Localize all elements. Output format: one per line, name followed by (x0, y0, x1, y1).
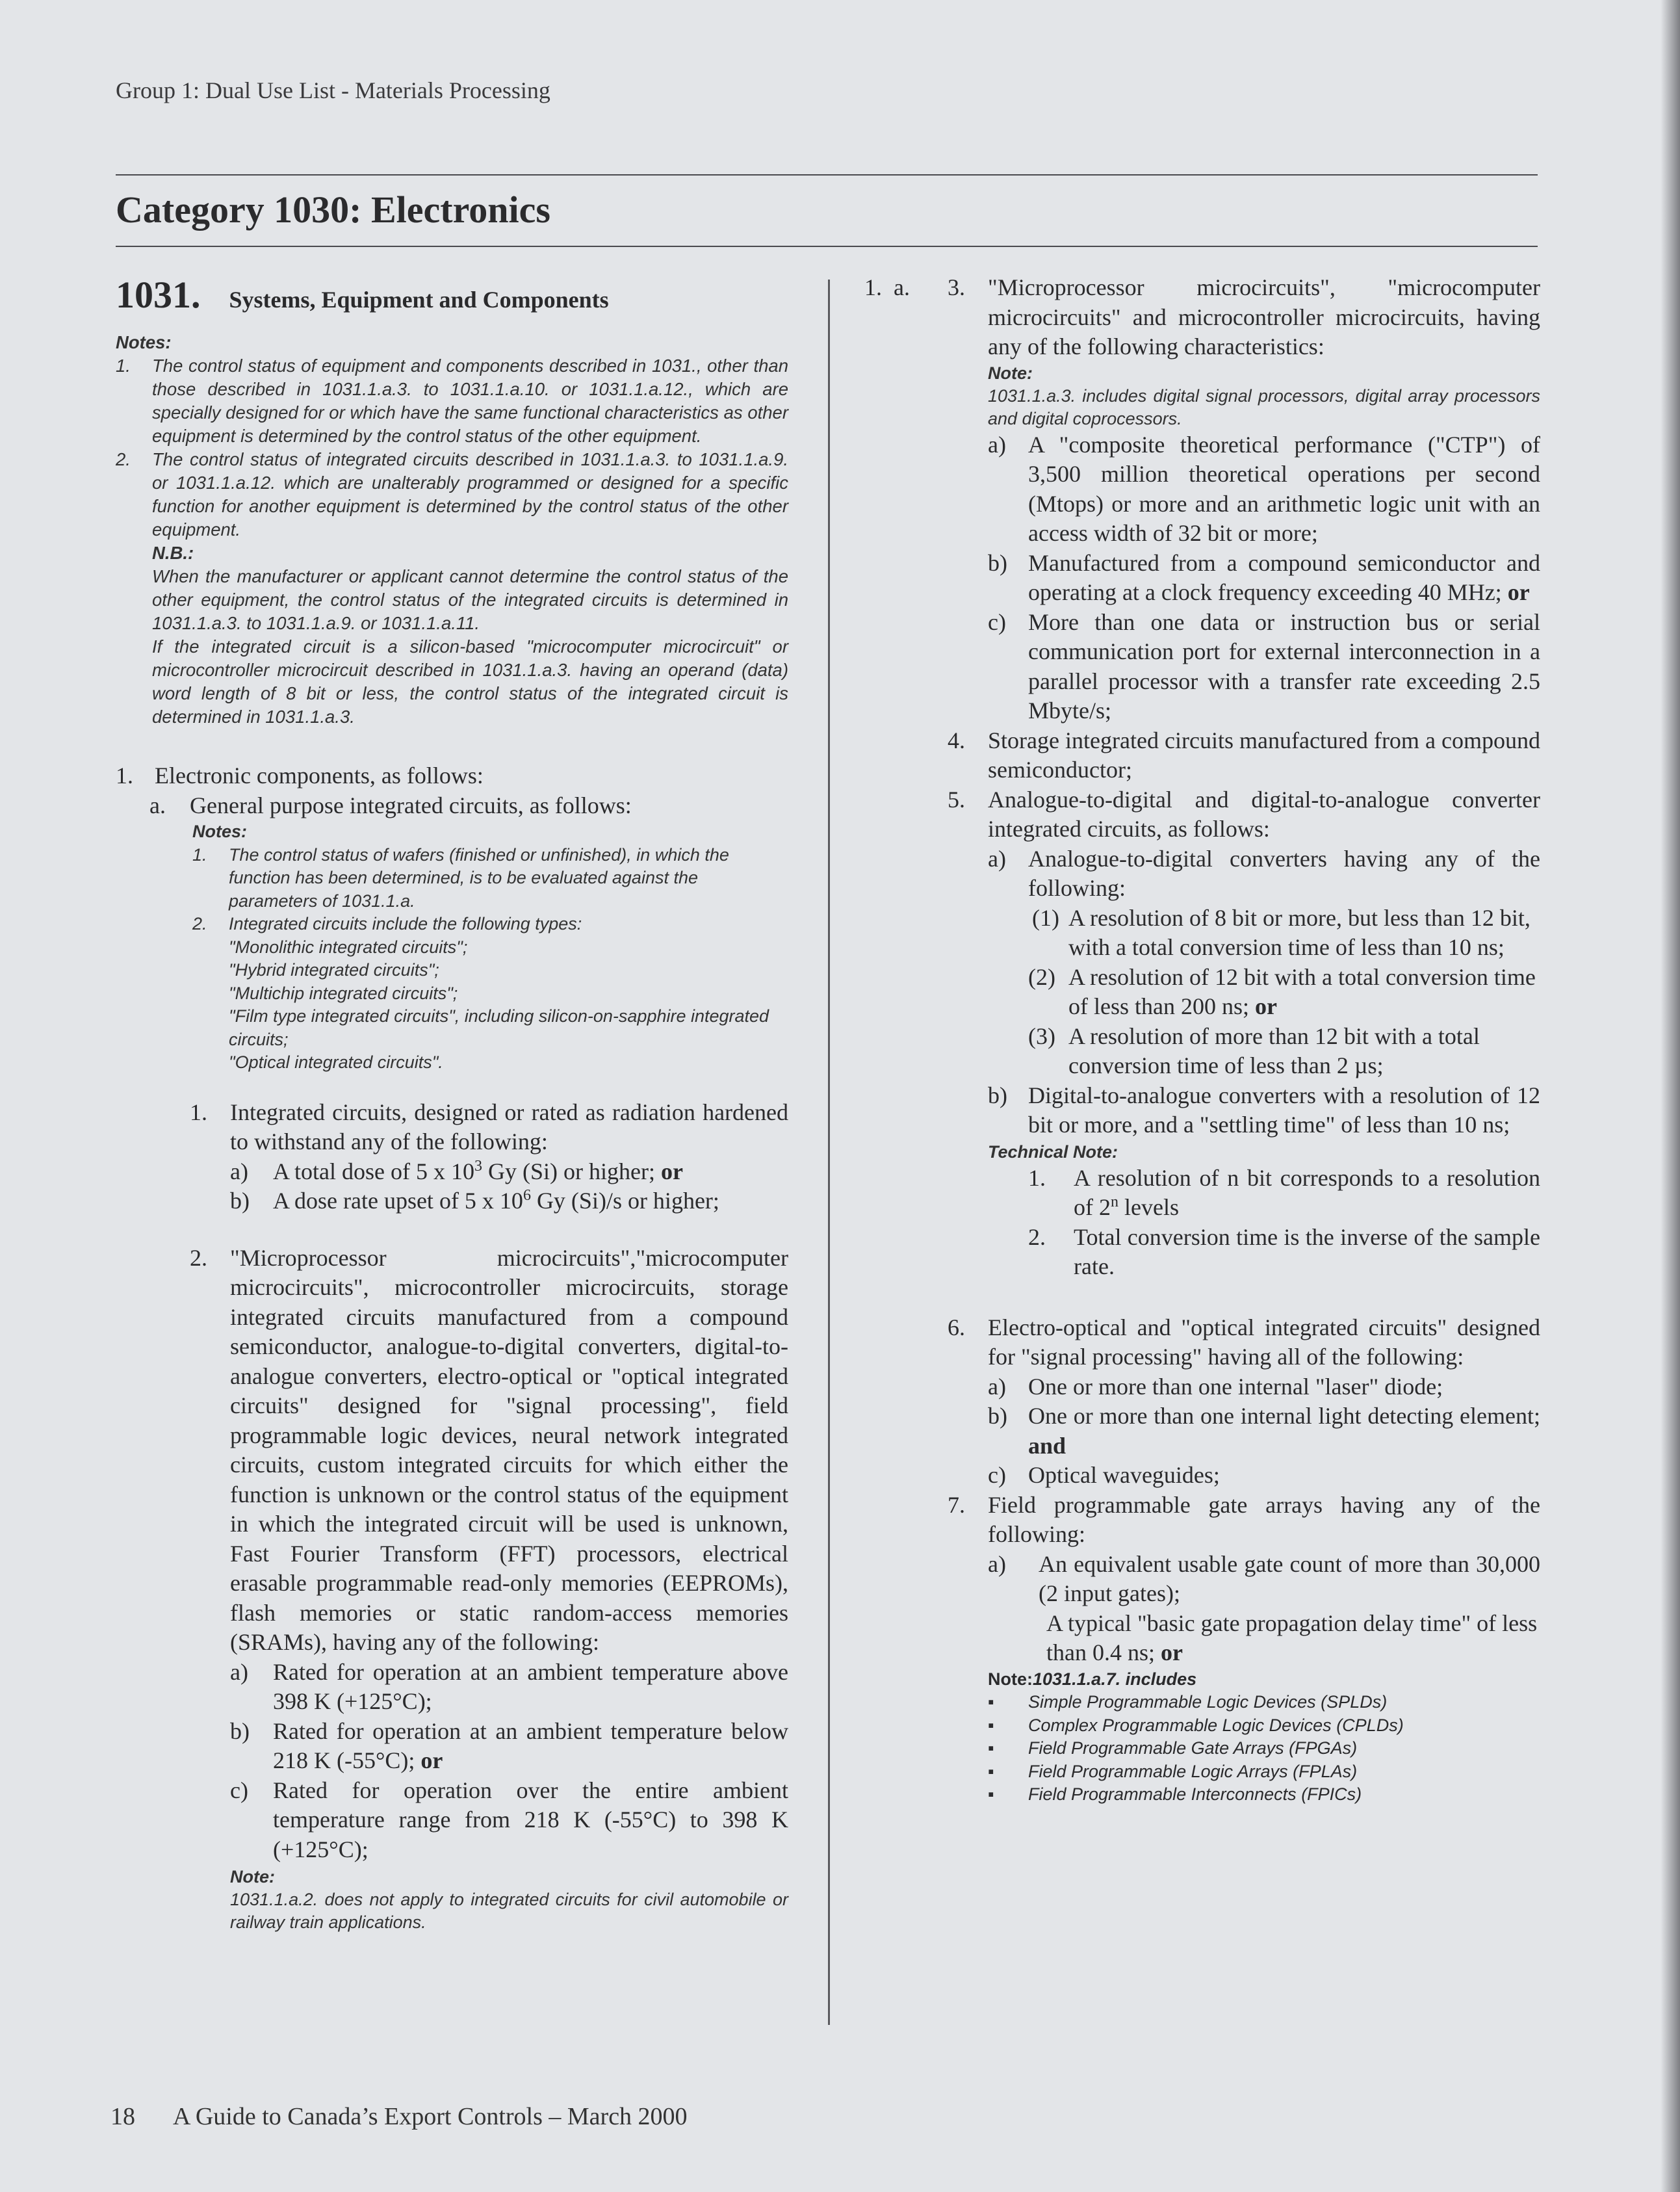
note-reference: 1031.1.a.7. includes (1033, 1669, 1197, 1689)
note-label: Note: (230, 1867, 275, 1886)
item-1a5 (864, 785, 1540, 1140)
bullet-text: Field Programmable Logic Arrays (FPLAs) (1028, 1761, 1358, 1781)
item-lead-numbers: 1. a. (864, 274, 910, 300)
note-label: Note: (988, 363, 1033, 383)
text-part: A resolution of n bit corresponds to a resolution of 2 (1074, 1164, 1540, 1220)
note-number: 2. (192, 914, 207, 933)
subitem-text (273, 1717, 788, 1776)
bullet-icon: ▪ (988, 1715, 994, 1735)
nb-label: N.B.: (152, 543, 194, 563)
notes-label: Notes: (192, 822, 248, 841)
item-1a2 (116, 1244, 788, 1935)
item-text: Electro-optical and "optical integrated circuits" designed for "signal processing" having all of the following: (988, 1314, 1540, 1370)
technical-note-label: Technical Note: (988, 1142, 1118, 1162)
page-edge-shadow (1661, 0, 1680, 2192)
note-text (229, 913, 788, 1075)
text-part: A typical "basic gate propagation delay time" of less than 0.4 ns; (1046, 1610, 1538, 1665)
subitem-text: An equivalent usable gate count of more than 30,000 (2 input gates); (1039, 1550, 1540, 1606)
item-1a-heading (116, 791, 788, 821)
technical-note-number: 1. (1028, 1164, 1046, 1191)
subitem-body (1028, 844, 1540, 1081)
subsubitem-3 (1028, 1022, 1540, 1081)
bullet-item (988, 1714, 1540, 1738)
connector-word: or (420, 1747, 443, 1773)
item-body (230, 1098, 788, 1216)
note-line: "Film type integrated circuits", including silicon-on-sapphire integrated circuits; (229, 1006, 769, 1049)
subitem-b (988, 549, 1540, 608)
superscript: 6 (523, 1187, 531, 1204)
bullet-item (988, 1737, 1540, 1760)
item-text: Field programmable gate arrays having any of the following: (988, 1491, 1540, 1547)
note-text: The control status of integrated circuits described in 1031.1.a.3. to 1031.1.a.9. or 1031.1.a.12. which are unalterably programmed or designed for a specific function for another equipment is determined by the control status of the other equipment. (152, 449, 788, 540)
item-1a3-note (988, 362, 1540, 430)
connector-word: or (1507, 579, 1530, 605)
subitem-a (988, 844, 1540, 1081)
section-title: Systems, Equipment and Components (229, 287, 609, 313)
bullet-icon: ▪ (988, 1784, 994, 1804)
subitem-a (230, 1157, 788, 1187)
note-line: "Optical integrated circuits". (229, 1052, 443, 1072)
superscript: n (1111, 1194, 1118, 1210)
item-body (988, 1491, 1540, 1668)
item-1-heading (116, 761, 788, 791)
connector-word: or (1254, 993, 1277, 1019)
technical-note-item (988, 1164, 1540, 1223)
subitem-number: b) (988, 549, 1007, 576)
note-number: 1. (192, 844, 207, 865)
item-text: Storage integrated circuits manufactured from a compound semiconductor; (988, 727, 1540, 783)
note-number: 1. (116, 356, 131, 376)
left-column (116, 273, 788, 1934)
bullet-icon: ▪ (988, 1761, 994, 1781)
subitem-text-continued (1039, 1609, 1540, 1668)
subitem-text (1028, 549, 1540, 608)
item-text: "Microprocessor microcircuits","microcomputer microcircuits", microcontroller microcircuits, storage integrated circuits manufactured from a compound semiconductor, analogue-to-digital converters, digital-to-analogue converters, electro-optical or "optical integrated circuits" designed for "signal processing", field programmable logic devices, neural network integrated circuits, custom integrated circuits for which either the function is unknown or the control status of the equipment in which the integrated circuit will be used is unknown, Fast Fourier Transform (FFT) processors, electrical erasable programmable read-only memories (EEPROMs), flash memories or static random-access memories (SRAMs), having any of the following: (230, 1244, 788, 1655)
note-line: Integrated circuits include the following types: (229, 914, 582, 933)
subitem-number: c) (988, 1462, 1006, 1488)
note-label: Note: (988, 1669, 1033, 1689)
subitem-text: Rated for operation at an ambient temperature above 398 K (+125°C); (273, 1658, 788, 1714)
subitem-number: a) (230, 1158, 248, 1184)
item-text: General purpose integrated circuits, as follows: (190, 792, 632, 818)
subsubitem-text (1068, 963, 1540, 1022)
subitem-text: Optical waveguides; (1028, 1462, 1220, 1488)
item-text: Electronic components, as follows: (155, 763, 484, 789)
item-1a-notes (116, 820, 788, 1075)
subsubitem-text: A resolution of 8 bit or more, but less than 12 bit, with a total conversion time of less than 10 ns; (1068, 904, 1531, 960)
subsubitem-number: (2) (1028, 963, 1055, 990)
subitem-a (988, 1372, 1540, 1402)
note-text: The control status of wafers (finished or unfinished), in which the function has been determined, is to be evaluated against the parameters of 1031.1.a. (229, 844, 729, 911)
running-header: Group 1: Dual Use List - Materials Processing (116, 77, 550, 103)
item-1a7 (864, 1491, 1540, 1668)
subitem-a (988, 430, 1540, 549)
subitem-number: a) (230, 1658, 248, 1685)
note-text: 1031.1.a.2. does not apply to integrated circuits for civil automobile or railway train applications. (230, 1890, 788, 1932)
subitem-a (988, 1550, 1540, 1668)
subitem-text: A "composite theoretical performance ("CTP") of 3,500 million theoretical operations per second (Mtops) or more and an arithmetic logic unit with an access width of 32 bit or more; (1028, 431, 1540, 546)
column-divider (828, 280, 830, 2025)
item-text: Integrated circuits, designed or rated as radiation hardened to withstand any of the following: (230, 1099, 788, 1155)
text-part: One or more than one internal light detecting element; (1028, 1403, 1540, 1429)
note-line: "Hybrid integrated circuits"; (229, 960, 439, 980)
note-item (192, 913, 788, 1075)
item-1a2-note (230, 1866, 788, 1934)
superscript: 3 (474, 1157, 482, 1175)
item-1a6 (864, 1313, 1540, 1491)
subitem-number: b) (988, 1403, 1007, 1429)
top-notes (116, 331, 788, 729)
item-number: 3. (948, 274, 965, 300)
subitem-b (230, 1186, 788, 1216)
text-part: A resolution of 12 bit with a total conversion time of less than 200 ns; (1068, 963, 1536, 1019)
subitem-c (988, 1461, 1540, 1491)
bullet-icon: ▪ (988, 1692, 994, 1712)
page-number: 18 (110, 2103, 135, 2130)
text-part: levels (1118, 1194, 1179, 1220)
note-line: "Monolithic integrated circuits"; (229, 937, 468, 957)
item-1 (116, 761, 788, 1934)
bullet-text: Simple Programmable Logic Devices (SPLDs) (1028, 1692, 1388, 1712)
subsubitem-1 (1028, 904, 1540, 963)
subitem-b (988, 1402, 1540, 1461)
bullet-icon: ▪ (988, 1738, 994, 1758)
subitem-text (273, 1186, 788, 1216)
technical-note-text: Total conversion time is the inverse of the sample rate. (1074, 1223, 1540, 1279)
right-column (864, 273, 1540, 1807)
item-1a4 (864, 726, 1540, 785)
connector-word: and (1028, 1432, 1066, 1459)
subitem-text: One or more than one internal "laser" diode; (1028, 1373, 1443, 1400)
subitem-text (273, 1157, 788, 1187)
note-line: "Multichip integrated circuits"; (229, 983, 458, 1003)
item-number: 4. (948, 727, 965, 753)
subsubitem-number: (1) (1032, 904, 1059, 931)
footer-text: A Guide to Canada’s Export Controls – March 2000 (173, 2103, 688, 2130)
item-body (230, 1244, 788, 1935)
bullet-item (988, 1691, 1540, 1714)
bullet-item (988, 1760, 1540, 1784)
subitem-b (988, 1081, 1540, 1140)
connector-word: or (1161, 1639, 1183, 1665)
text-part: Gy (Si)/s or higher; (530, 1188, 719, 1214)
bullet-item (988, 1783, 1540, 1807)
text-part: Rated for operation at an ambient temperature below 218 K (-55°C); (273, 1717, 788, 1773)
item-number: a. (149, 792, 166, 818)
item-1a7-note (864, 1668, 1540, 1807)
text-part: A dose rate upset of 5 x 10 (273, 1188, 523, 1214)
bullet-text: Field Programmable Gate Arrays (FPGAs) (1028, 1738, 1358, 1758)
note-text: 1031.1.a.3. includes digital signal processors, digital array processors and digital coprocessors. (988, 385, 1540, 428)
item-number: 6. (948, 1314, 965, 1340)
subitem-number: c) (230, 1777, 248, 1803)
nb-paragraph: When the manufacturer or applicant cannot determine the control status of the other equipment, the control status of the integrated circuits is determined in 1031.1.a.3. to 1031.1.a.9. or 1031.1.a.11. (152, 566, 788, 633)
subitem-body (1039, 1550, 1540, 1668)
text-part: Gy (Si) or higher; (482, 1158, 661, 1184)
item-body (988, 1313, 1540, 1491)
subitem-number: b) (988, 1082, 1007, 1108)
title-rule-bottom (116, 246, 1538, 247)
item-text: "Microprocessor microcircuits", "microcomputer microcircuits" and microcontroller microcircuits, having any of the following characteristics: (988, 274, 1540, 359)
subitem-number: a) (988, 1550, 1006, 1577)
subitem-b (230, 1717, 788, 1776)
item-number: 1. (116, 763, 133, 789)
technical-note-number: 2. (1028, 1223, 1046, 1250)
subitem-c (988, 608, 1540, 726)
subsubitem-2 (1028, 963, 1540, 1022)
note-text: The control status of equipment and components described in 1031., other than those described in 1031.1.a.3. to 1031.1.a.10. or 1031.1.a.12., which are specially designed for or which have the same functional characteristics as other equipment is determined by the control status of the other equipment. (152, 356, 788, 446)
item-body (988, 273, 1540, 726)
text-part: A total dose of 5 x 10 (273, 1158, 474, 1184)
bullet-text: Field Programmable Interconnects (FPICs) (1028, 1784, 1362, 1804)
nb-paragraph: If the integrated circuit is a silicon-based "microcomputer microcircuit" or microcontroller microcircuit described in 1031.1.a.3. having an operand (data) word length of 8 bit or less, the control status of the integrated circuit is determined in 1031.1.a.3. (152, 636, 788, 727)
subitem-a (230, 1658, 788, 1717)
item-1a3 (864, 273, 1540, 726)
notes-label: Notes: (116, 332, 172, 352)
note-heading (988, 1668, 1540, 1691)
subitem-text: Digital-to-analogue converters with a resolution of 12 bit or more, and a "settling time" of less than 10 ns; (1028, 1082, 1540, 1138)
subsubitem-number: (3) (1028, 1023, 1055, 1049)
technical-note-text (1074, 1164, 1540, 1223)
subitem-number: a) (988, 431, 1006, 458)
subitem-text (1028, 1402, 1540, 1461)
item-1a1 (116, 1098, 788, 1216)
subitem-number: a) (988, 845, 1006, 872)
subitem-number: b) (230, 1717, 250, 1744)
note-item (116, 354, 788, 448)
section-number: 1031. (116, 274, 201, 316)
subitem-text: Rated for operation over the entire ambient temperature range from 218 K (-55°C) to 398 K (+125°C); (273, 1777, 788, 1862)
subitem-text: More than one data or instruction bus or serial communication port for external interconnection in a parallel processor with a transfer rate exceeding 2.5 Mbyte/s; (1028, 608, 1540, 724)
nb-block (116, 541, 788, 729)
item-text: Analogue-to-digital and digital-to-analogue converter integrated circuits, as follows: (988, 786, 1540, 842)
note-item (192, 844, 788, 913)
note-number: 2. (116, 449, 131, 469)
subitem-number: c) (988, 608, 1006, 635)
note-item (116, 448, 788, 541)
subitem-c (230, 1776, 788, 1865)
section-heading (116, 273, 788, 317)
item-number: 7. (948, 1491, 965, 1518)
item-number: 5. (948, 786, 965, 813)
technical-note-item (988, 1223, 1540, 1282)
text-part: Manufactured from a compound semiconductor and operating at a clock frequency exceeding 40 MHz; (1028, 549, 1540, 605)
bullet-text: Complex Programmable Logic Devices (CPLDs) (1028, 1715, 1404, 1735)
technical-note (864, 1140, 1540, 1282)
page-footer (110, 2102, 688, 2131)
item-number: 2. (190, 1244, 207, 1271)
category-title: Category 1030: Electronics (116, 189, 550, 231)
item-body (988, 785, 1540, 1140)
subsubitem-text: A resolution of more than 12 bit with a total conversion time of less than 2 µs; (1068, 1023, 1480, 1078)
item-number: 1. (190, 1099, 207, 1125)
subitem-number: b) (230, 1188, 250, 1214)
connector-word: or (660, 1158, 683, 1184)
subitem-number: a) (988, 1373, 1006, 1400)
subitem-text: Analogue-to-digital converters having any of the following: (1028, 845, 1540, 901)
